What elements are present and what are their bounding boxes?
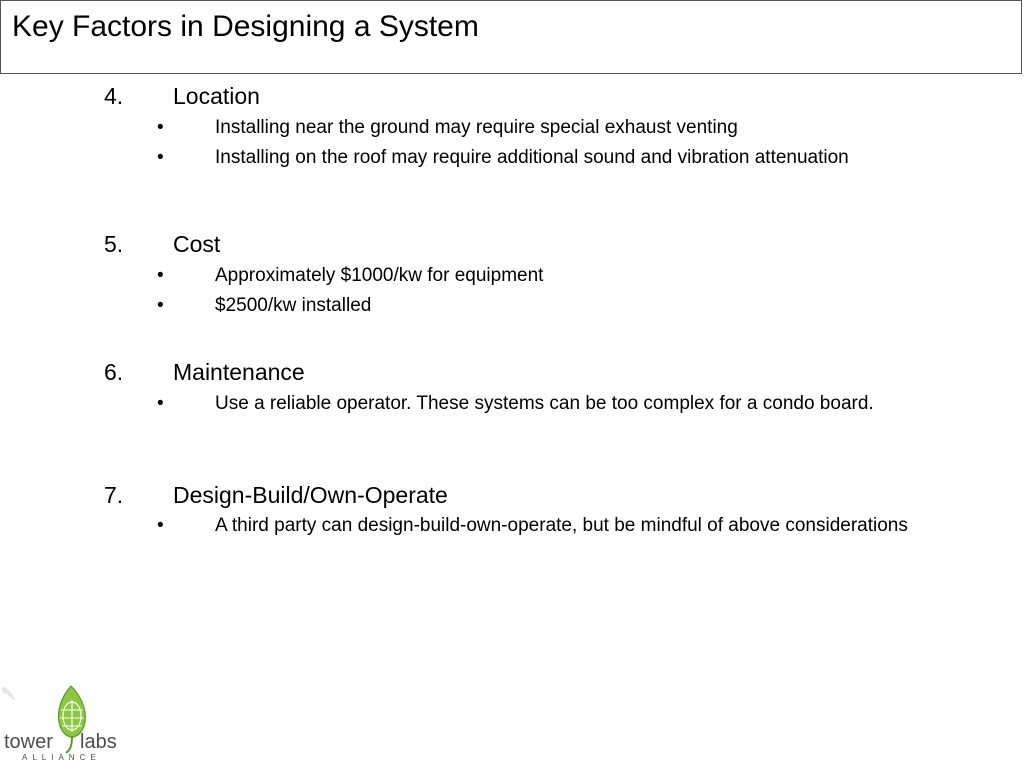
bullet-icon: • [157, 295, 164, 316]
section-number: 4. [104, 83, 124, 109]
tower-labs-logo [0, 680, 130, 768]
bullet-icon: • [157, 147, 164, 168]
bullet-text: Installing on the roof may require additional sound and vibration attenuation [215, 147, 849, 168]
logo-tagline: ALLIANCE [22, 753, 101, 762]
slide-title: Key Factors in Designing a System [12, 10, 479, 43]
bullet-text: Use a reliable operator. These systems can be too complex for a condo board. [215, 393, 874, 414]
bullet-text: Installing near the ground may require special exhaust venting [215, 117, 738, 138]
section-cost [0, 229, 1024, 259]
bullet-text: Approximately $1000/kw for equipment [215, 265, 544, 286]
bullet-icon: • [157, 515, 164, 536]
section-location [0, 81, 1024, 111]
section-heading: Design-Build/Own-Operate [173, 482, 448, 508]
section-number: 7. [104, 482, 124, 508]
logo-swoosh-icon [2, 686, 16, 702]
section-number: 6. [104, 359, 124, 385]
title-bar [0, 0, 1022, 74]
section-design-build [0, 480, 1024, 510]
section-heading: Location [173, 83, 260, 109]
section-heading: Cost [173, 231, 221, 257]
bullet-text: $2500/kw installed [215, 295, 372, 316]
bullet-icon: • [157, 265, 164, 286]
section-number: 5. [104, 231, 124, 257]
logo-word-tower: tower [4, 731, 53, 753]
logo-word-labs: labs [80, 731, 117, 753]
section-heading: Maintenance [173, 359, 305, 385]
bullet-icon: • [157, 393, 164, 414]
bullet-icon: • [157, 117, 164, 138]
bullet-text: A third party can design-build-own-operate, but be mindful of above considerations [215, 515, 908, 536]
section-maintenance [0, 357, 1024, 387]
